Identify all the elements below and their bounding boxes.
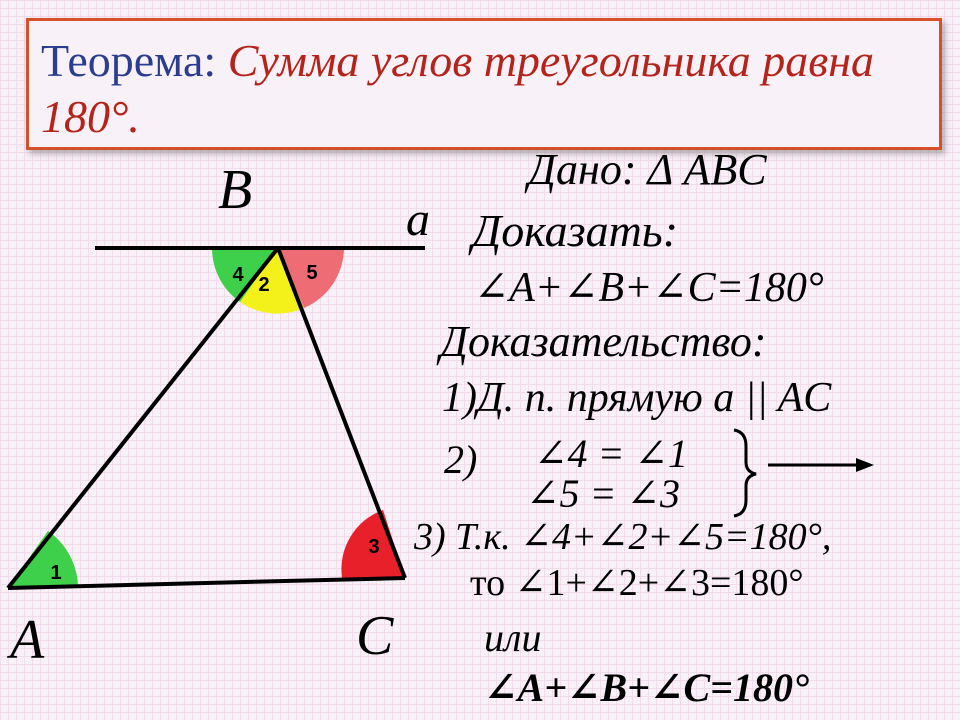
- proof-label: Доказательство:: [440, 317, 767, 366]
- vertex-b-label: B: [218, 159, 253, 221]
- theorem-statement: Сумма углов треугольника равна 180°.: [41, 35, 875, 142]
- angle-4-number: 4: [232, 264, 244, 286]
- brace: [734, 430, 756, 516]
- proof-step-1: 1)Д. п. прямую a || AC: [442, 375, 832, 421]
- angle-2-number: 2: [258, 274, 270, 296]
- proof-step-2-line-2: ∠5 = ∠3: [526, 471, 681, 516]
- vertex-a-label: A: [10, 609, 45, 671]
- angle-3-number: 3: [368, 536, 380, 558]
- arrow-head: [856, 458, 874, 472]
- vertex-c-label: C: [356, 605, 394, 667]
- or-text: или: [484, 615, 542, 660]
- conclusion-formula: ∠A+∠B+∠C=180°: [484, 665, 809, 710]
- angle-1-number: 1: [50, 562, 62, 584]
- prove-label: Доказать:: [472, 205, 679, 256]
- given-text: Дано: Δ ABC: [528, 145, 767, 194]
- proof-step-2-line-1: ∠4 = ∠1: [534, 431, 689, 476]
- proof-step-3: 3) Т.к. ∠4+∠2+∠5=180°,: [414, 516, 832, 558]
- theorem-label: Теорема:: [41, 35, 217, 86]
- line-a-label: a: [406, 193, 430, 246]
- proof-step-3-then: то ∠1+∠2+∠3=180°: [470, 562, 804, 604]
- angle-5-number: 5: [306, 262, 318, 284]
- proof-step-2-number: 2): [444, 437, 478, 482]
- prove-formula: ∠A+∠B+∠C=180°: [474, 265, 824, 311]
